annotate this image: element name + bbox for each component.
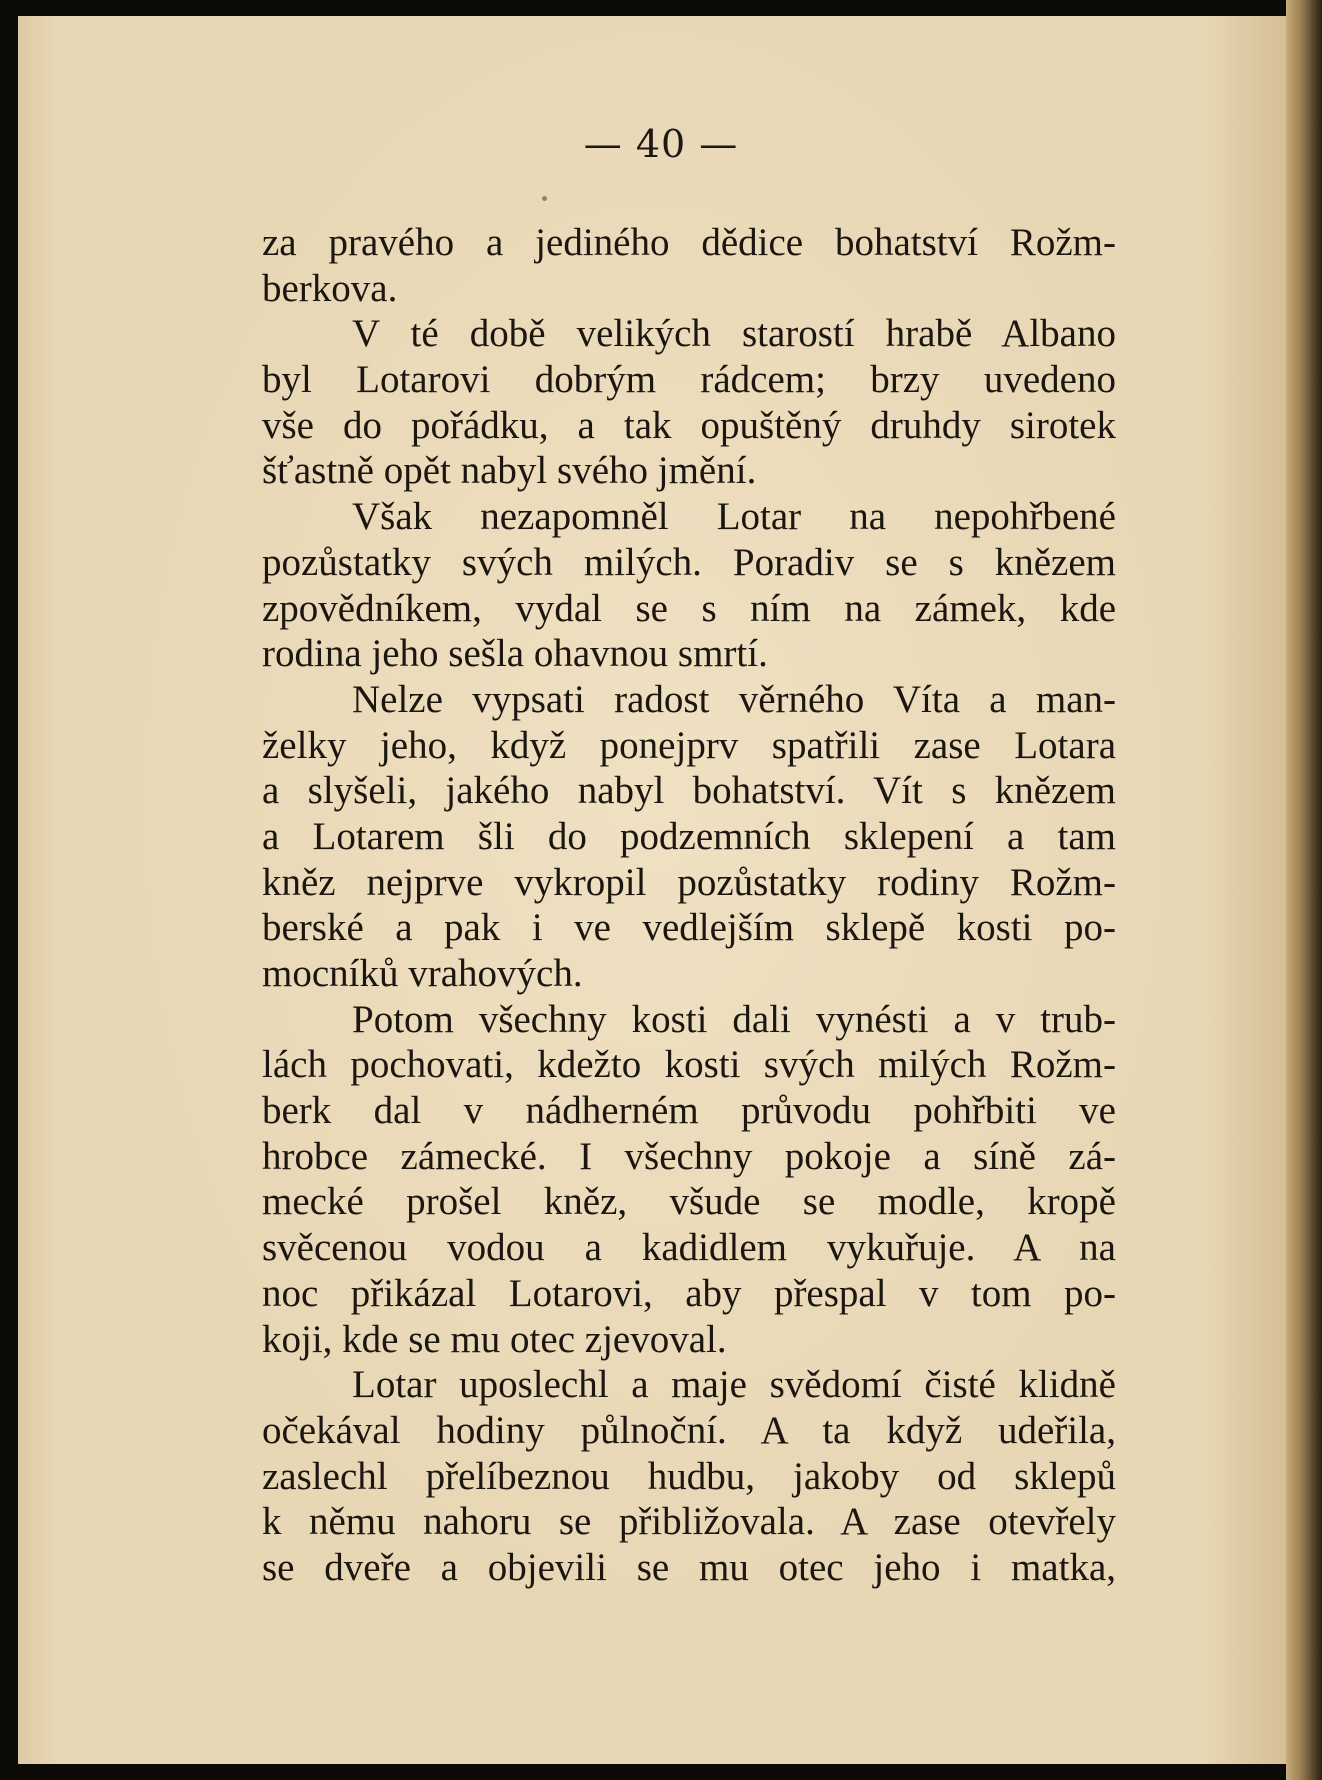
text-line: Však nezapomněl Lotar na nepohřbené xyxy=(352,495,1116,539)
text-line: zpovědníkem, vydal se s ním na zámek, kde xyxy=(262,586,1116,630)
text-line: za pravého a jediného dědice bohatství Rožm- xyxy=(262,221,1116,264)
text-line: berk dal v nádherném průvodu pohřbiti ve xyxy=(262,1089,1116,1133)
text-line: byl Lotarovi dobrým rádcem; brzy uvedeno xyxy=(262,358,1116,402)
text-line: mocníků vrahových. xyxy=(262,952,583,995)
text-line: šťastně opět nabyl svého jmění. xyxy=(262,449,757,493)
text-line: berské a pak i ve vedlejším sklepě kosti po- xyxy=(262,906,1116,950)
text-line: očekával hodiny půlnoční. A ta když udeřila, xyxy=(262,1408,1116,1452)
text-line: berkova. xyxy=(262,266,398,310)
text-line: koji, kde se mu otec zjevoval. xyxy=(262,1317,727,1361)
ink-speck xyxy=(542,196,547,201)
text-line: mecké prošel kněz, všude se modle, kropě xyxy=(262,1180,1116,1224)
text-line: a Lotarem šli do podzemních sklepení a tam xyxy=(262,814,1116,858)
text-line: želky jeho, když ponejprv spatřili zase Lotara xyxy=(262,723,1116,767)
text-line: Lotar uposlechl a maje svědomí čisté klidně xyxy=(352,1363,1116,1407)
text-line: svěcenou vodou a kadidlem vykuřuje. A na xyxy=(262,1226,1116,1270)
text-line: a slyšeli, jakého nabyl bohatství. Vít s knězem xyxy=(262,769,1116,813)
text-line: se dveře a objevili se mu otec jeho i matka, xyxy=(262,1545,1116,1589)
text-line: hrobce zámecké. I všechny pokoje a síně zá- xyxy=(262,1134,1116,1178)
scan-top-edge xyxy=(0,0,1322,16)
book-gutter xyxy=(1286,0,1322,1780)
text-line: V té době velikých starostí hrabě Albano xyxy=(352,312,1116,356)
text-line: lách pochovati, kdežto kosti svých milých Rožm- xyxy=(262,1043,1116,1087)
page-number: — 40 — xyxy=(583,122,739,166)
body-text xyxy=(262,220,1116,1591)
text-line: vše do pořádku, a tak opuštěný druhdy sirotek xyxy=(262,403,1116,447)
text-line: Potom všechny kosti dali vynésti a v trub- xyxy=(352,997,1116,1041)
text-line: k němu nahoru se přibližovala. A zase otevřely xyxy=(262,1500,1116,1544)
text-line: noc přikázal Lotarovi, aby přespal v tom po- xyxy=(262,1271,1116,1315)
text-line: zaslechl přelíbeznou hudbu, jakoby od sklepů xyxy=(262,1454,1116,1498)
text-line: Nelze vypsati radost věrného Víta a man- xyxy=(352,677,1116,721)
text-line: kněz nejprve vykropil pozůstatky rodiny Rožm- xyxy=(262,860,1116,904)
text-line: rodina jeho sešla ohavnou smrtí. xyxy=(262,632,768,676)
text-line: pozůstatky svých milých. Poradiv se s knězem xyxy=(262,540,1116,584)
